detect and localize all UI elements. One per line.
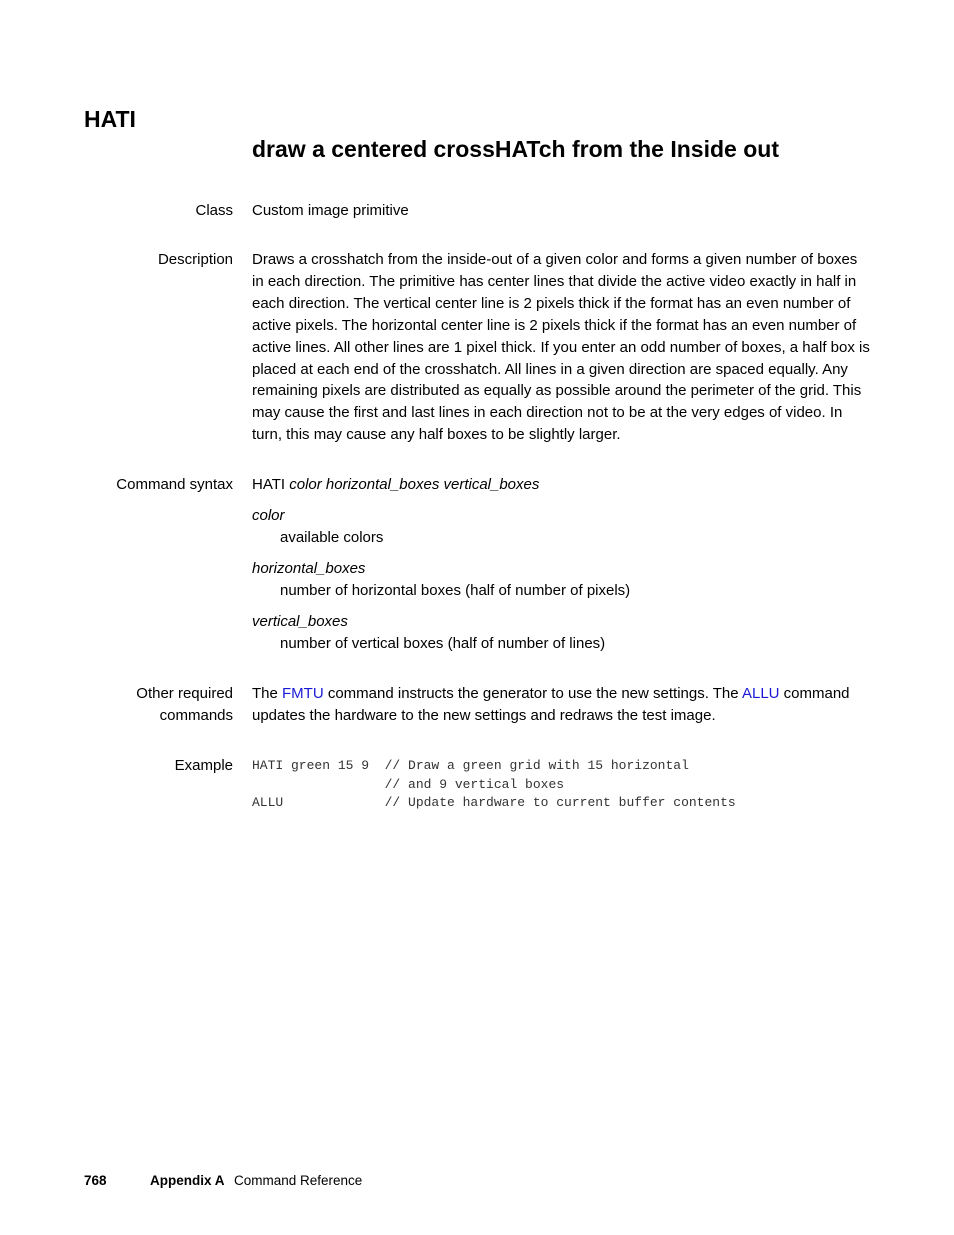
description-label: Description xyxy=(157,251,233,268)
class-label: Class xyxy=(195,202,233,219)
description-text: Draws a crosshatch from the inside-out of a given color and forms a given number of boxes in each direction. The primitive has center lines that divide the active video exactly in half in each direction. The vertical center line is 2 pixels thick if the format has an even number of active pixels. The horizontal center line is 2 pixels thick if the format has an even number of active lines. All other lines are 1 pixel thick. If you enter an odd number of boxes, a half box is placed at each end of the crosshatch. All lines in a given direction are spaced equally. Any remaining pixels are distributed as equally as possible around the perimeter of the grid. This may cause the first and last lines in each direction not to be at the very edges of video. In turn, this may cause any half boxes to be slightly larger. xyxy=(252,251,870,444)
param-color xyxy=(252,505,383,549)
code-line: // and 9 vertical boxes xyxy=(252,776,565,792)
syntax-line xyxy=(252,474,870,496)
footer-appendix: Appendix A xyxy=(150,1173,225,1188)
example-label: Example xyxy=(174,757,233,774)
syntax-label: Command syntax xyxy=(116,476,233,493)
footer-section: Command Reference xyxy=(234,1173,363,1188)
param-name: color xyxy=(252,507,285,524)
code-line: HATI green 15 9 // Draw a green grid with 15 horizontal xyxy=(252,758,689,773)
code-line: ALLU // Update hardware to current buffer contents xyxy=(252,795,736,810)
other-text-3: command updates the hardware to the new settings and redraws the test image. xyxy=(252,685,850,724)
syntax-command: HATI xyxy=(252,476,286,493)
example-code xyxy=(252,757,736,813)
command-name: HATI xyxy=(84,106,136,132)
other-text-2: command instructs the generator to use the new settings. The xyxy=(323,685,742,702)
param-name: horizontal_boxes xyxy=(252,560,366,577)
other-text-1: The xyxy=(252,685,283,702)
other-commands-label xyxy=(84,683,233,727)
param-vertical-boxes xyxy=(252,611,605,655)
other-commands-text xyxy=(252,683,870,727)
param-horizontal-boxes xyxy=(252,558,630,602)
param-description: available colors xyxy=(280,528,384,546)
param-name: vertical_boxes xyxy=(252,613,348,630)
param-description: number of vertical boxes (half of number of lines) xyxy=(280,634,606,652)
page-number: 768 xyxy=(84,1173,107,1188)
other-commands-label-line1: Other required xyxy=(136,685,233,702)
allu-link[interactable]: ALLU xyxy=(741,685,780,702)
other-commands-label-line2: commands xyxy=(159,706,233,724)
command-title: draw a centered crossHATch from the Inside out xyxy=(252,136,779,162)
fmtu-link[interactable]: FMTU xyxy=(282,685,324,702)
param-description: number of horizontal boxes (half of number of pixels) xyxy=(280,581,631,599)
syntax-args: color horizontal_boxes vertical_boxes xyxy=(289,476,540,493)
class-value: Custom image primitive xyxy=(252,202,409,219)
